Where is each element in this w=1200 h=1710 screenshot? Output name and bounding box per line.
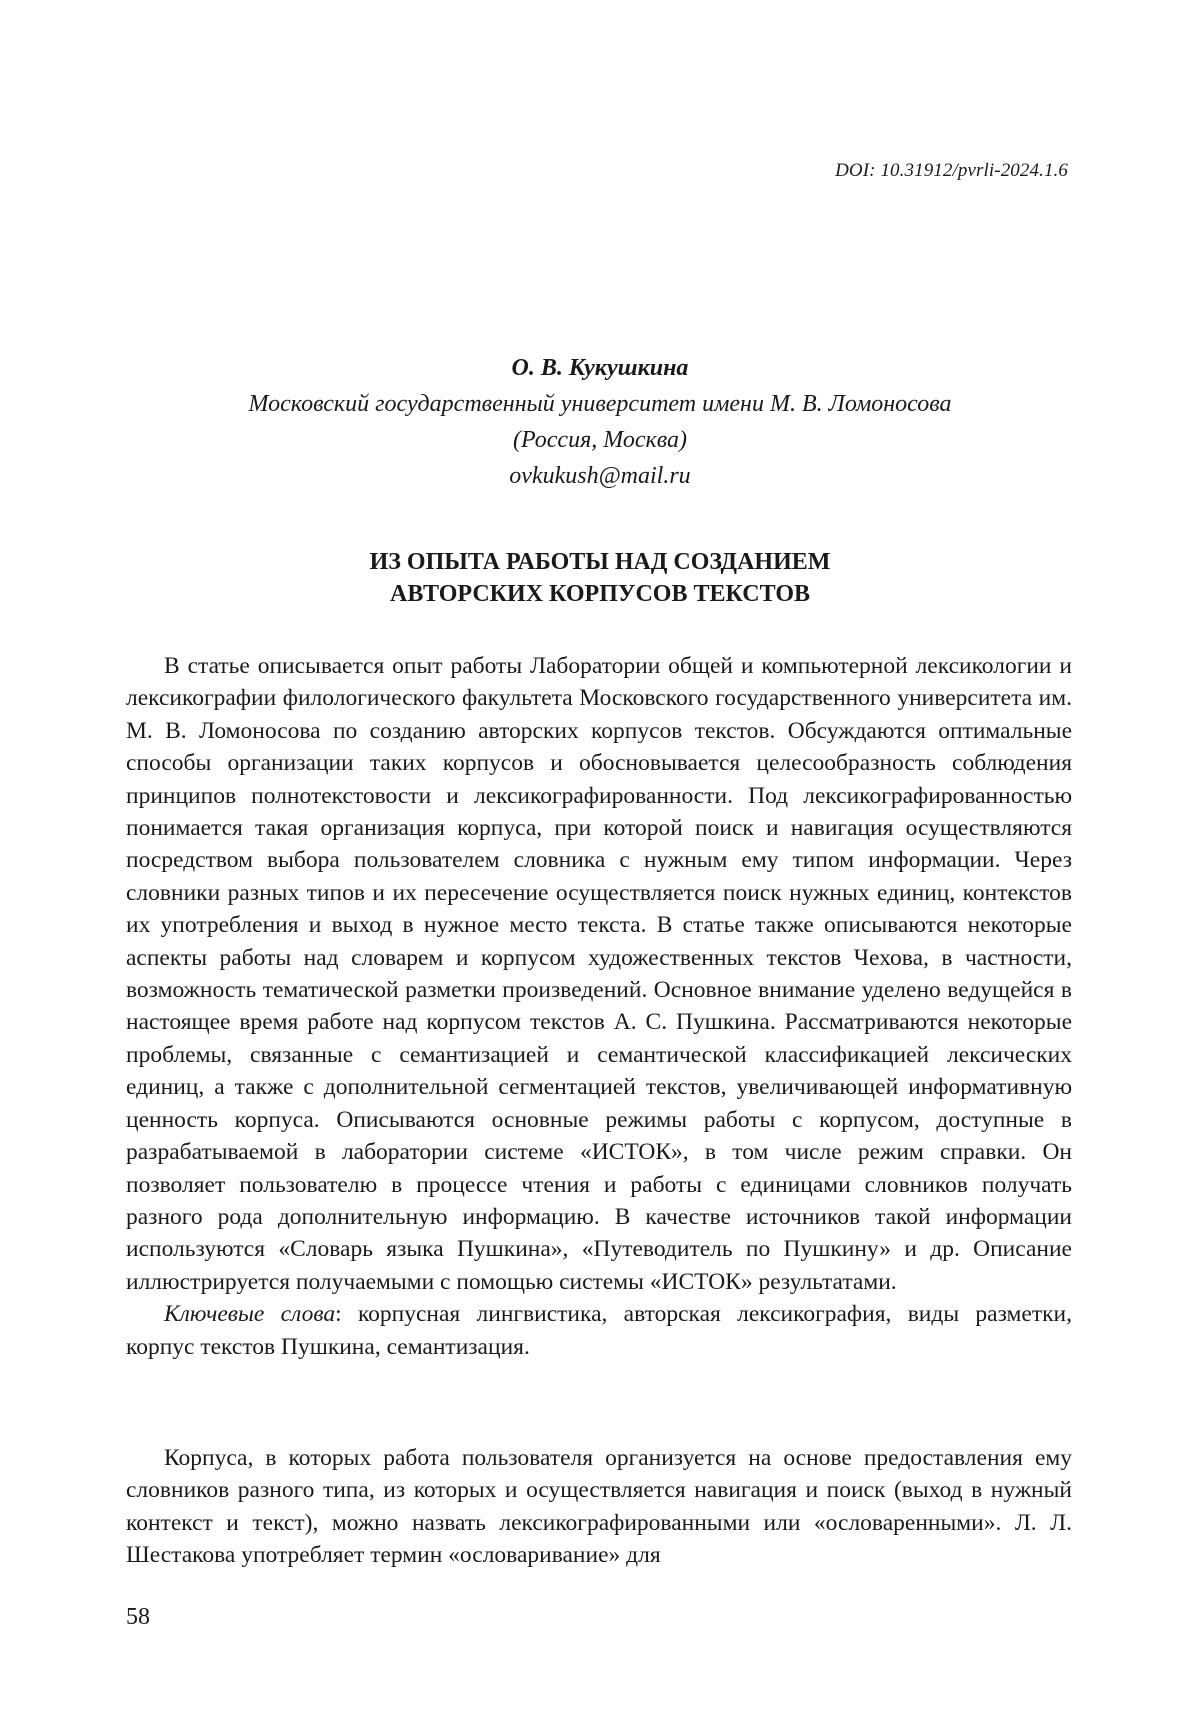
article-title-line: АВТОРСКИХ КОРПУСОВ ТЕКСТОВ <box>389 581 810 607</box>
article-title-line: ИЗ ОПЫТА РАБОТЫ НАД СОЗДАНИЕМ <box>369 549 831 575</box>
keywords <box>126 1298 1072 1363</box>
author-email: ovkukush@mail.ru <box>509 463 691 489</box>
author-affiliation: Московский государственный университет имени М. В. Ломоносова <box>248 391 952 417</box>
doi: DOI: 10.31912/pvrli-2024.1.6 <box>835 160 1068 181</box>
article-title <box>0 546 1200 610</box>
body-text <box>126 1442 1072 1572</box>
body-paragraph: Корпуса, в которых работа пользователя организуется на основе предоставления ему словников разного типа, из которых и осуществляется навигация и поиск (выход в нужный контекст и текст), можно назвать лексикографированными или «ословаренными». Л. Л. Шестакова употребляет термин «ословаривание» для <box>126 1445 1072 1569</box>
abstract-text: В статье описывается опыт работы Лаборатории общей и компьютерной лексикологии и лексикографии филологического факультета Московского государственного университета им. М. В. Ломоносова по созданию авторских корпусов текстов. Обсуждаются оптимальные способы организации таких корпусов и обосновывается целесообразность соблюдения принципов полнотекстовости и лексикографированности. Под лексикографированностью понимается такая организация корпуса, при которой поиск и навигация осуществляются посредством выбора пользователем словника с нужным ему типом информации. Через словники разных типов и их пересечение осуществляется поиск нужных единиц, контекстов их употребления и выход в нужное место текста. В статье также описываются некоторые аспекты работы над словарем и корпусом художественных текстов Чехова, в частности, возможность тематической разметки произведений. Основное внимание уделено ведущейся в настоящее время работе над корпусом текстов А. С. Пушкина. Рассматриваются некоторые проблемы, связанные с семантизацией и семантической классификацией лексических единиц, а также с дополнительной сегментацией текстов, увеличивающей информативную ценность корпуса. Описываются основные режимы работы с корпусом, доступные в разрабатываемой в лаборатории системе «ИСТОК», в том числе режим справки. Он позволяет пользователю в процессе чтения и работы с единицами словников получать разного рода дополнительную информацию. В качестве источников такой информации используются «Словарь языка Пушкина», «Путеводитель по Пушкину» и др. Описание иллюстрируется получаемыми с помощью системы «ИСТОК» результатами. <box>126 653 1072 1295</box>
keywords-label: Ключевые слова <box>164 1301 336 1328</box>
author-block <box>0 350 1200 494</box>
author-name: О. В. Кукушкина <box>511 355 689 381</box>
page-number: 58 <box>126 1604 150 1630</box>
author-location: (Россия, Москва) <box>512 427 688 453</box>
keywords-text: : корпусная лингвистика, авторская лексикография, виды разметки, корпус текстов Пушкина, семантизация. <box>126 1301 1072 1360</box>
abstract <box>126 650 1072 1363</box>
